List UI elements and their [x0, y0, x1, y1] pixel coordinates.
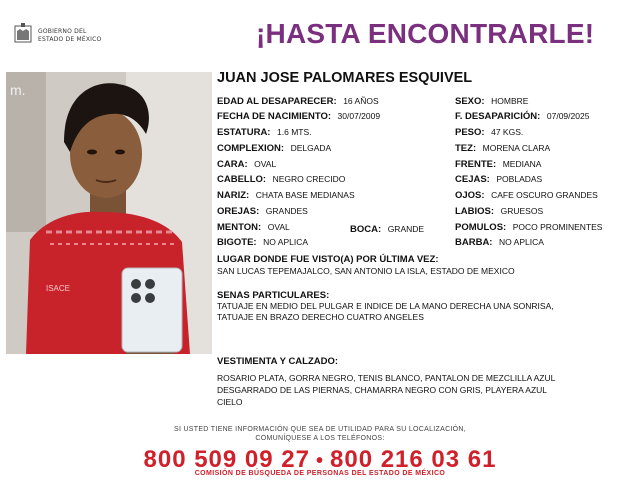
field-label: PESO:: [455, 127, 485, 138]
field-cejas: [455, 174, 542, 185]
phone-1: 800 509 09 27: [143, 446, 310, 473]
field-boca: [350, 224, 424, 235]
field-value: 30/07/2009: [337, 111, 381, 121]
last-seen-value: SAN LUCAS TEPEMAJALCO, SAN ANTONIO LA ISLA, ESTADO DE MEXICO: [217, 266, 515, 276]
field-frente: [455, 159, 541, 170]
field-label: SEXO:: [455, 96, 485, 107]
field-value: MORENA CLARA: [482, 143, 551, 153]
field-value: DELGADA: [290, 143, 332, 153]
field-label: TEZ:: [455, 143, 477, 154]
field-orejas: [217, 206, 308, 217]
field-value: NO APLICA: [499, 237, 544, 247]
field-pomulos: [455, 222, 602, 233]
phone-2: 800 216 03 61: [330, 446, 497, 473]
photo-watermark: m.: [10, 82, 26, 98]
footer-note-1: SI USTED TIENE INFORMACIÓN QUE SEA DE UTILIDAD PARA SU LOCALIZACIÓN,: [173, 426, 467, 433]
field-label: ESTATURA:: [217, 127, 271, 138]
field-label: BARBA:: [455, 237, 493, 248]
field-value: NEGRO CRECIDO: [272, 174, 346, 184]
field-value: 16 AÑOS: [343, 96, 379, 106]
field-label: BOCA:: [350, 224, 382, 235]
person-full-name: JUAN JOSE PALOMARES ESQUIVEL: [217, 70, 473, 86]
state-shield-icon: [12, 22, 34, 46]
field-value: CHATA BASE MEDIANAS: [255, 190, 355, 200]
field-label: CARA:: [217, 159, 248, 170]
bullet-icon: •: [315, 450, 324, 472]
field-label: POMULOS:: [455, 222, 507, 233]
field-nacimiento: [217, 111, 380, 122]
field-nariz: [217, 190, 355, 201]
logo-line1: GOBIERNO DEL: [38, 28, 87, 35]
field-menton: [217, 222, 290, 233]
field-label: OJOS:: [455, 190, 485, 201]
marks-line1: TATUAJE EN MEDIO DEL PULGAR E INDICE DE LA MANO DERECHA UNA SONRISA,: [217, 301, 554, 311]
field-cabello: [217, 174, 345, 185]
field-label: F. DESAPARICIÓN:: [455, 111, 541, 122]
logo-line2: ESTADO DE MÉXICO: [38, 36, 102, 43]
field-estatura: [217, 127, 312, 138]
field-cara: [217, 159, 276, 170]
missing-person-photo: [6, 72, 212, 354]
field-label: CEJAS:: [455, 174, 490, 185]
field-label: CABELLO:: [217, 174, 267, 185]
field-bigote: [217, 237, 308, 248]
field-value: NO APLICA: [263, 237, 309, 247]
field-label: BIGOTE:: [217, 237, 257, 248]
field-label: LABIOS:: [455, 206, 495, 217]
field-edad: [217, 96, 379, 107]
field-sexo: [455, 96, 528, 107]
field-value: POBLADAS: [496, 174, 543, 184]
field-ojos: [455, 190, 598, 201]
shirt-print: ISACE: [46, 284, 71, 293]
field-tez: [455, 143, 550, 154]
field-labios: [455, 206, 543, 217]
field-label: EDAD AL DESAPARECER:: [217, 96, 337, 107]
field-value: OVAL: [254, 159, 277, 169]
field-barba: [455, 237, 544, 248]
field-value: 07/09/2025: [546, 111, 590, 121]
field-desaparicion: [455, 111, 589, 122]
field-value: GRUESOS: [500, 206, 544, 216]
clothing-line2: DESGARRADO DE LAS PIERNAS, CHAMARRA NEGRO CON GRIS, PLAYERA AZUL: [217, 385, 548, 395]
field-label: FECHA DE NACIMIENTO:: [217, 111, 331, 122]
government-logo: [12, 22, 122, 50]
field-complexion: [217, 143, 331, 154]
field-value: HOMBRE: [491, 96, 529, 106]
field-value: GRANDE: [387, 224, 425, 234]
field-label: COMPLEXION:: [217, 143, 285, 154]
field-value: 47 KGS.: [491, 127, 524, 137]
headline: ¡HASTA ENCONTRARLE!: [256, 18, 595, 49]
field-value: POCO PROMINENTES: [512, 222, 603, 232]
footer-note-2: COMUNÍQUESE A LOS TELÉFONOS:: [255, 435, 385, 442]
field-label: OREJAS:: [217, 206, 260, 217]
field-value: CAFE OSCURO GRANDES: [491, 190, 598, 200]
last-seen-label: LUGAR DONDE FUE VISTO(A) POR ÚLTIMA VEZ:: [217, 254, 439, 265]
field-value: MEDIANA: [502, 159, 542, 169]
field-label: NARIZ:: [217, 190, 250, 201]
marks-line2: TATUAJE EN BRAZO DERECHO CUATRO ANGELES: [217, 312, 424, 322]
field-label: FRENTE:: [455, 159, 497, 170]
commission-name: COMISIÓN DE BÚSQUEDA DE PERSONAS DEL ESTADO DE MÉXICO: [194, 470, 446, 477]
field-peso: [455, 127, 523, 138]
field-value: OVAL: [267, 222, 290, 232]
field-label: MENTON:: [217, 222, 262, 233]
field-value: 1.6 MTS.: [277, 127, 312, 137]
field-value: GRANDES: [265, 206, 308, 216]
clothing-line1: ROSARIO PLATA, GORRA NEGRO, TENIS BLANCO, PANTALON DE MEZCLILLA AZUL: [217, 373, 556, 383]
clothing-line3: CIELO: [217, 397, 243, 407]
clothing-label: VESTIMENTA Y CALZADO:: [217, 356, 339, 367]
marks-label: SENAS PARTICULARES:: [217, 290, 330, 301]
